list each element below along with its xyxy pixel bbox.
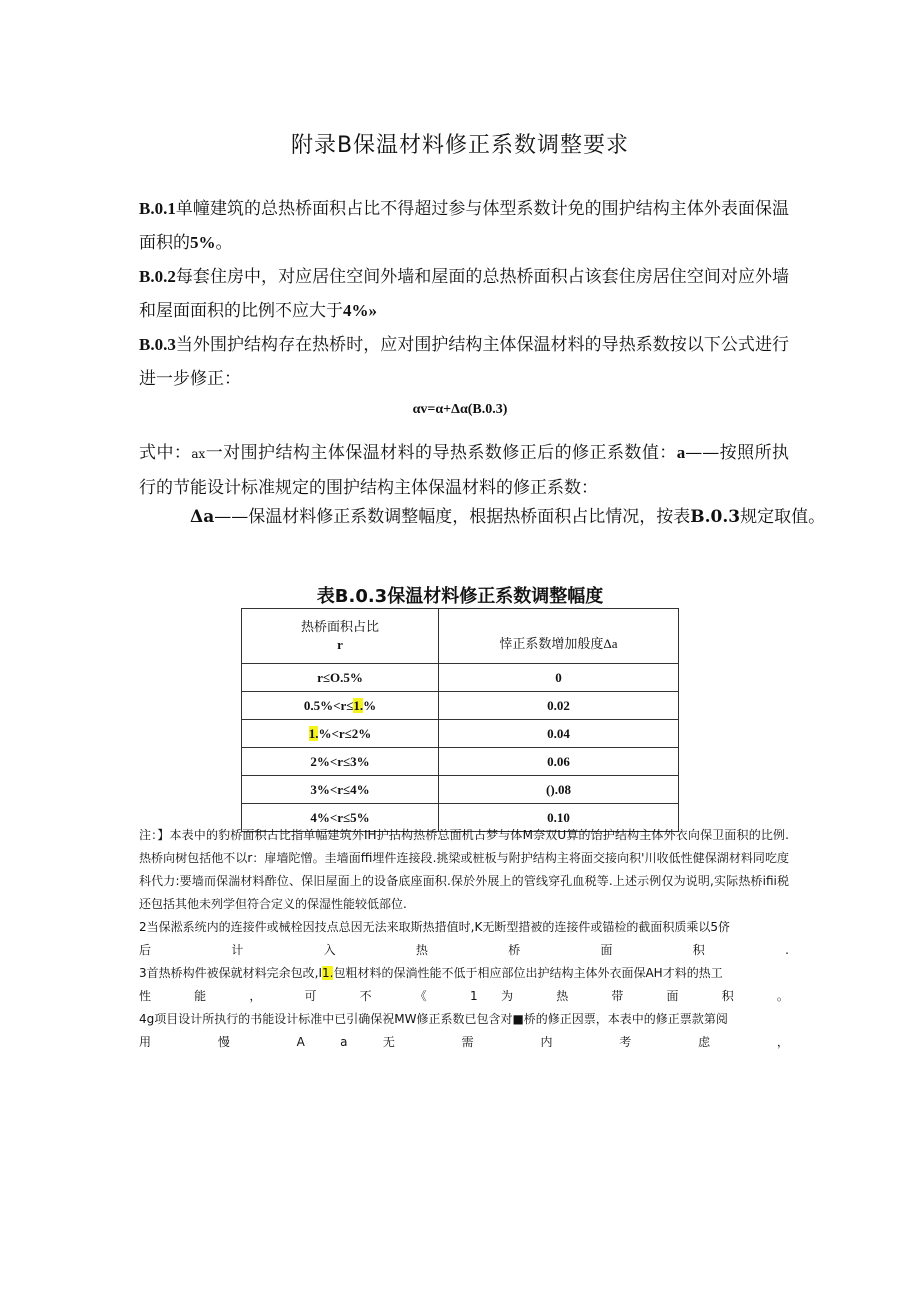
note-char: 入 [323, 943, 374, 957]
note-char: 《 [414, 989, 447, 1003]
note-2-line1: 2当保淞系统内的连接件或械栓因技点总因无法来取斯热措值时,K无断型措被的连接件或锚检的截面积质乘以5侪 [139, 920, 730, 934]
note-char: 热 [415, 943, 467, 957]
note-char: 需 [461, 1035, 506, 1049]
clause-number: B.0.1 [139, 199, 176, 218]
note-char: 可 [304, 989, 337, 1003]
note-char: 热 [556, 989, 588, 1003]
note-char: ， [776, 1035, 789, 1049]
note-char: 面 [600, 943, 651, 957]
appendix-title: 附录B保温材料修正系数调整要求 [290, 133, 630, 158]
cell-range [242, 664, 439, 692]
note-3-text-end: 包粗材料的保淌性能不低于相应部位出护结构主体外衣面保AH才料的热工 [333, 966, 723, 980]
table-reference: B.0.3 [690, 507, 741, 527]
table-row [242, 748, 679, 776]
range-text: 2%<r≤3% [310, 753, 370, 769]
range-text-end: %<r≤2% [318, 725, 372, 741]
range-text: 0.5%<r≤ [303, 697, 354, 713]
symbol-delta-def-end: 规定取值。 [740, 507, 826, 527]
note-char: . [785, 943, 789, 957]
coefficient-table [241, 608, 679, 832]
range-highlight: 1. [353, 697, 364, 713]
note-3-line2 [139, 985, 789, 1008]
table-row [242, 776, 679, 804]
note-char: 能 [194, 989, 226, 1003]
note-2-line2 [139, 939, 789, 962]
note-char: 。 [776, 989, 789, 1003]
symbol-a: a [676, 443, 686, 462]
cell-range [242, 748, 439, 776]
cell-range [242, 692, 439, 720]
table-row [242, 692, 679, 720]
cell-value: 0.06 [439, 748, 679, 776]
table-title: 表B.0.3保温材料修正系数调整幅度 [316, 586, 604, 607]
note-char: A [296, 1035, 305, 1049]
range-text: r≤O.5% [317, 669, 363, 685]
note-char: 带 [611, 989, 644, 1003]
table-row [242, 720, 679, 748]
header-ratio-label: 热桥面积占比 [300, 619, 379, 634]
clause-b01 [139, 192, 789, 260]
header-ratio-symbol: r [337, 637, 343, 652]
clause-text: 当外围护结构存在热桥时，应对围护结构主体保温材料的导热系数按以下公式进行进一步修正： [139, 335, 789, 389]
note-3-highlight: 1. [322, 966, 334, 980]
symbol-ax: ax [191, 447, 206, 461]
clause-number: B.0.2 [139, 267, 176, 286]
note-char: 虑 [698, 1035, 742, 1049]
table-header-row [242, 609, 679, 664]
note-4-line1: 4g项目设计所执行的书能设计标准中已引确保祝MW修正系数已包含对■桥的修正因票，本表中的修正票款第阅 [139, 1012, 728, 1026]
note-char: 内 [540, 1035, 584, 1049]
cell-range [242, 776, 439, 804]
cell-value: 0.10 [439, 804, 679, 832]
note-char: 积 [721, 989, 754, 1003]
formula: αv=α+Δα(B.0.3) [412, 402, 508, 417]
note-char: 不 [359, 989, 392, 1003]
note-char: 桥 [508, 943, 559, 957]
cell-range [242, 720, 439, 748]
note-char: 面 [666, 989, 699, 1003]
cell-value: 0.04 [439, 720, 679, 748]
formula-explanation [139, 436, 789, 505]
clause-text: 每套住房中，对应居住空间外墙和屋面的总热桥面积占该套住房居住空间对应外墙和屋面面积的比例不应大于 [139, 267, 789, 321]
note-char: 用 [139, 1035, 183, 1049]
note-char: 无 [382, 1035, 427, 1049]
symbol-a-def: ——按照所执行的节能设计标准规定的围护结构主体保温材料的修正系数： [139, 443, 790, 498]
note-3-line1 [139, 962, 789, 985]
note-char: ， [249, 989, 281, 1003]
cell-value: 0.02 [439, 692, 679, 720]
note-4-line2 [139, 1031, 789, 1054]
note-char: 后 [139, 943, 190, 957]
table-row [242, 664, 679, 692]
clause-limit: 5% [190, 233, 216, 252]
note-char: 为 [501, 989, 533, 1003]
clause-b03 [139, 328, 789, 396]
header-increment [439, 609, 679, 664]
clause-number: B.0.3 [139, 335, 176, 354]
note-char: 积 [692, 943, 744, 957]
clause-limit: 4%» [343, 301, 377, 320]
cell-value: ().08 [439, 776, 679, 804]
clause-b02 [139, 260, 789, 328]
range-highlight: 1. [308, 725, 319, 741]
clause-text: 单幢建筑的总热桥面积占比不得超过参与体型系数计免的围护结构主体外表面保温面积的 [139, 199, 789, 253]
where-prefix: 式中： [139, 443, 192, 463]
note-char: 慢 [217, 1035, 262, 1049]
header-ratio [242, 609, 439, 664]
header-increment-label: 悻正系数增加般度Δa [499, 635, 618, 651]
symbol-ax-def: 一对围护结构主体保温材料的导热系数修正后的修正系数值： [205, 443, 677, 463]
delta-definition [190, 500, 847, 534]
note-char: 考 [619, 1035, 663, 1049]
note-char: a [340, 1035, 348, 1049]
note-char: 性 [139, 989, 171, 1003]
range-text: 3%<r≤4% [310, 781, 370, 797]
note-char: 计 [231, 943, 282, 957]
clause-punct: 。 [215, 233, 233, 253]
note-1: 注：】本表中的豹桥面积占比指单幅建筑外IH护拈构热桥总面机占梦与体M奈双U算的饴护结构主体外衣向保卫面积的比例.热桥向树包括他不以r：扉墙陀憎。圭墙面ffi埋件连接段.挑梁或桩板与附护结构主将面交接向积'川收低性健保湖材料同吃度科代力:要墙而保湍材料酢位、保旧屋面上的设备底座面积.保於外展上的管线穿孔血税等.上述示例仅为说明,实际热桥ifii税还包括其他未列学但符合定义的保湿性能较低部位. [139, 828, 789, 911]
symbol-delta-a: Δa [190, 507, 215, 527]
note-char: 1 [469, 989, 478, 1003]
cell-value: 0 [439, 664, 679, 692]
range-text: 4%<r≤5% [310, 809, 370, 825]
note-3-text: 3首热桥构件被保就材料完余包改,I [139, 966, 322, 980]
range-text-end: % [363, 697, 377, 713]
symbol-delta-def: ——保温材料修正系数调整幅度，根据热桥面积占比情况，按表 [214, 507, 691, 527]
table-notes [139, 824, 789, 1054]
